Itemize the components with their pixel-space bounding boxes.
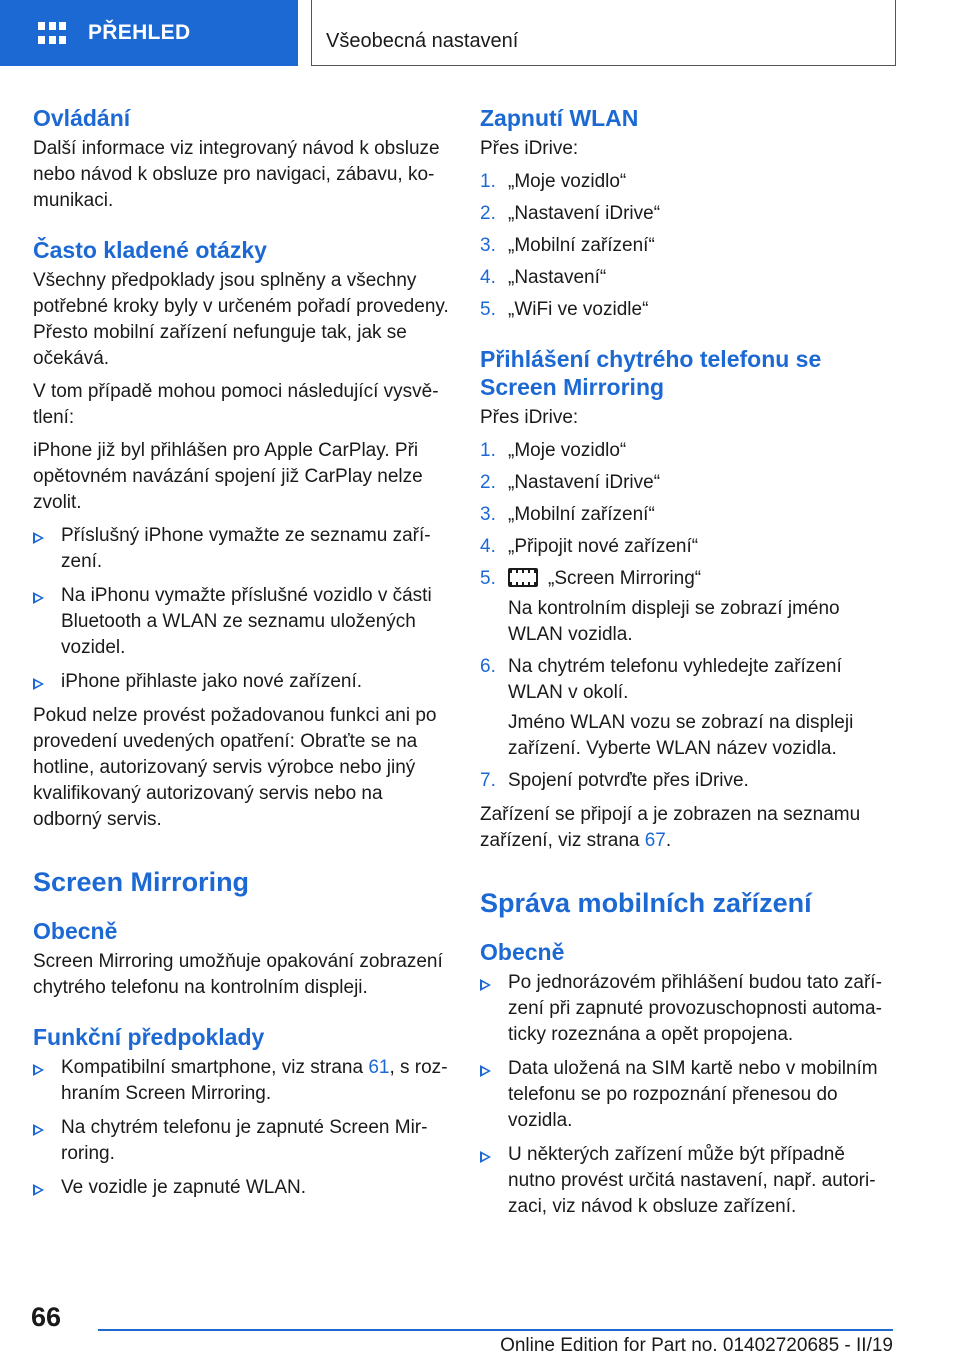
list-item: 5. „WiFi ve vozidle“ bbox=[480, 299, 649, 320]
list-item: 6. Na chytrém telefonu vyhledejte zařízení WLAN v okolí. Jméno WLAN vozu se zobrazí na displeji zařízení. Vyberte WLAN název vozidla. bbox=[480, 654, 896, 762]
triangle-bullet-icon bbox=[33, 1124, 44, 1136]
heading-general: Obecně bbox=[480, 939, 565, 965]
section-title: Všeobecná nastavení bbox=[326, 30, 519, 52]
triangle-bullet-icon bbox=[33, 1184, 44, 1196]
heading-ovladani: Ovládání bbox=[33, 105, 131, 131]
triangle-bullet-icon bbox=[480, 1065, 491, 1077]
list-item: 7. Spojení potvrďte přes iDrive. bbox=[480, 770, 749, 791]
prerequisites-list bbox=[33, 1055, 449, 1201]
triangle-bullet-icon bbox=[480, 979, 491, 991]
faq-paragraph-4: Pokud nelze provést požadovanou funkci ani po provedení uvedených opatření: Obraťte se na hotline, autorizovaný servis výrobce nebo jiný kvalifikovaný autorizovaný servis nebo na odborný servis. bbox=[33, 705, 437, 830]
ovladani-text: Další informace viz integrovaný návod k obsluze nebo návod k obsluze pro navigaci, zábavu, komunikaci. bbox=[33, 138, 440, 211]
faq-paragraph-3: iPhone již byl přihlášen pro Apple CarPlay. Při opětovném navázání spojení již CarPlay nelze zvolit. bbox=[33, 440, 423, 513]
wlan-via-idrive: Přes iDrive: bbox=[480, 138, 579, 159]
section-header-box bbox=[311, 0, 896, 66]
left-column bbox=[33, 100, 449, 1209]
list-item: 4. „Nastavení“ bbox=[480, 267, 607, 288]
list-item: Na chytrém telefonu je zapnuté Screen Mirroring. bbox=[33, 1115, 449, 1167]
list-item: 1. „Moje vozidlo“ bbox=[480, 440, 627, 461]
list-item: 1. „Moje vozidlo“ bbox=[480, 171, 627, 192]
triangle-bullet-icon bbox=[33, 532, 44, 544]
triangle-bullet-icon bbox=[33, 678, 44, 690]
page-number: 66 bbox=[31, 1302, 62, 1332]
heading-general: Obecně bbox=[33, 918, 118, 944]
heading-smartphone-login: Přihlášení chytrého telefonu se Screen Mirroring bbox=[480, 346, 822, 400]
login-steps bbox=[480, 438, 896, 794]
list-item: 3. „Mobilní zařízení“ bbox=[480, 235, 655, 256]
page-link-61[interactable]: 61 bbox=[368, 1057, 390, 1078]
faq-paragraph-2: V tom případě mohou pomoci následující vysvětlení: bbox=[33, 381, 439, 428]
list-item: Na iPhonu vymažte příslušné vozidlo v části Bluetooth a WLAN ze seznamu uložených vozidel. bbox=[33, 583, 449, 661]
footer-divider bbox=[98, 1329, 893, 1331]
page-header bbox=[0, 0, 960, 66]
faq-bullet-list bbox=[33, 523, 449, 695]
step-note: Jméno WLAN vozu se zobrazí na displeji zařízení. Vyberte WLAN název vozidla. bbox=[508, 712, 854, 759]
grid-menu-icon bbox=[38, 22, 66, 44]
general-text: Screen Mirroring umožňuje opakování zobrazení chytrého telefonu na kontrolním displeji. bbox=[33, 951, 443, 998]
list-item: Po jednorázovém přihlášení budou tato zařízení při zapnuté provozuschopnosti automaticky rozeznána a opět propojena. bbox=[480, 970, 896, 1048]
login-result-text: Zařízení se připojí a je zobrazen na seznamu zařízení, viz strana 67. bbox=[480, 804, 861, 851]
right-column bbox=[480, 100, 896, 1228]
manage-bullet-list bbox=[480, 970, 896, 1220]
list-item: 2. „Nastavení iDrive“ bbox=[480, 472, 661, 493]
wlan-steps bbox=[480, 169, 896, 323]
heading-screen-mirroring: Screen Mirroring bbox=[33, 867, 250, 897]
list-item: Data uložená na SIM kartě nebo v mobilním telefonu se po rozpoznání přenesou do vozidla. bbox=[480, 1056, 896, 1134]
screen-mirroring-icon bbox=[508, 568, 538, 587]
list-item: iPhone přihlaste jako nové zařízení. bbox=[33, 669, 449, 695]
list-item: 3. „Mobilní zařízení“ bbox=[480, 504, 655, 525]
overview-nav-label: PŘEHLED bbox=[88, 21, 191, 44]
list-item: Ve vozidle je zapnuté WLAN. bbox=[33, 1175, 449, 1201]
triangle-bullet-icon bbox=[33, 1064, 44, 1076]
list-item: Příslušný iPhone vymažte ze seznamu zařízení. bbox=[33, 523, 449, 575]
faq-paragraph-1: Všechny předpoklady jsou splněny a všechny potřebné kroky byly v určeném pořadí provedeny. Přesto mobilní zařízení nefunguje tak, jak se očekává. bbox=[33, 270, 449, 369]
step-note: Na kontrolním displeji se zobrazí jméno WLAN vozidla. bbox=[508, 598, 840, 645]
list-item: U některých zařízení může být případně nutno provést určitá nastavení, např. autorizaci, viz návod k obsluze zařízení. bbox=[480, 1142, 896, 1220]
heading-wlan: Zapnutí WLAN bbox=[480, 105, 639, 131]
heading-faq: Často kladené otázky bbox=[33, 237, 267, 263]
edition-info: Online Edition for Part no. 01402720685 - II/19 bbox=[500, 1335, 893, 1356]
page-link-67[interactable]: 67 bbox=[644, 830, 666, 851]
heading-manage-devices: Správa mobilních zařízení bbox=[480, 888, 812, 918]
triangle-bullet-icon bbox=[480, 1151, 491, 1163]
heading-prerequisites: Funkční předpoklady bbox=[33, 1024, 265, 1050]
login-via-idrive: Přes iDrive: bbox=[480, 407, 579, 428]
list-item: 4. „Připojit nové zařízení“ bbox=[480, 536, 699, 557]
list-item: 5. „Screen Mirroring“ Na kontrolním displeji se zobrazí jméno WLAN vozidla. bbox=[480, 566, 896, 648]
triangle-bullet-icon bbox=[33, 592, 44, 604]
list-item: Kompatibilní smartphone, viz strana 61, s rozhraním Screen Mirroring. bbox=[33, 1055, 449, 1107]
overview-nav-tab[interactable] bbox=[0, 0, 298, 66]
list-item: 2. „Nastavení iDrive“ bbox=[480, 203, 661, 224]
